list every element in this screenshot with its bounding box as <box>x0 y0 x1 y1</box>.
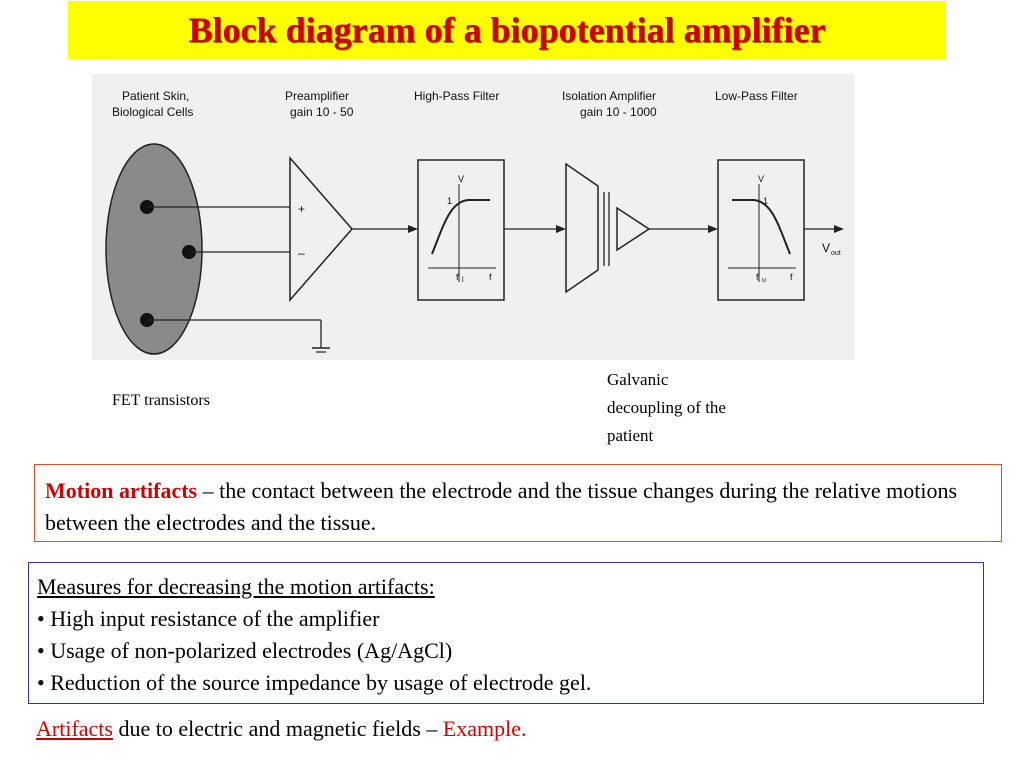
hpf-one-label: 1 <box>447 196 453 206</box>
page-title: Block diagram of a biopotential amplifier <box>188 10 826 50</box>
footer-line <box>36 716 527 742</box>
example-link[interactable]: Example. <box>442 716 527 741</box>
lpf-v-label: V <box>758 174 765 184</box>
galvanic-note: Galvanic decoupling of the patient <box>607 370 726 445</box>
plus-sign: + <box>298 202 306 216</box>
measures-heading: Measures for decreasing the motion artifacts: <box>37 574 435 599</box>
measure-item: • High input resistance of the amplifier <box>37 606 380 631</box>
fet-note: FET transistors <box>112 392 210 409</box>
title-banner <box>68 1 946 59</box>
hpf-fl-label: f <box>456 272 459 282</box>
lpf-fu-label: f <box>756 272 759 282</box>
lpf-f-label: f <box>790 272 793 282</box>
motion-artifacts-term: Motion artifacts <box>45 478 198 503</box>
label-hpf: High-Pass Filter <box>414 89 500 103</box>
lpf-one-label: 1 <box>763 196 769 206</box>
hpf-fl-sub: l <box>462 277 464 284</box>
label-patient-2: Biological Cells <box>112 105 194 119</box>
lpf-fu-sub: u <box>762 277 766 284</box>
preamplifier-triangle <box>290 158 352 300</box>
label-preamp-2: gain 10 - 50 <box>290 105 354 119</box>
isolation-amplifier-output <box>617 208 649 250</box>
measure-item: • Usage of non-polarized electrodes (Ag/AgCl) <box>37 638 453 663</box>
block-diagram <box>92 74 854 360</box>
minus-sign: – <box>298 246 305 260</box>
isolation-amplifier-input <box>566 164 598 292</box>
label-iso-2: gain 10 - 1000 <box>580 105 657 119</box>
measures-box <box>28 562 984 704</box>
block-diagram-svg <box>92 74 854 360</box>
footer-text: due to electric and magnetic fields – <box>112 716 443 741</box>
label-iso-1: Isolation Amplifier <box>562 89 657 103</box>
hpf-v-label: V <box>458 174 465 184</box>
label-lpf: Low-Pass Filter <box>715 89 798 103</box>
measure-item: • Reduction of the source impedance by usage of electrode gel. <box>37 670 592 695</box>
motion-artifacts-text: – the contact between the electrode and the tissue changes during the relative motions between the electrodes and the tissue. <box>45 478 958 535</box>
label-preamp-1: Preamplifier <box>285 89 350 103</box>
artifacts-link[interactable]: Artifacts <box>36 716 113 741</box>
vout-label: V <box>822 241 831 255</box>
label-patient-1: Patient Skin, <box>122 89 190 103</box>
motion-artifacts-box <box>34 464 1002 542</box>
vout-sub: out <box>831 250 841 257</box>
hpf-f-label: f <box>489 272 492 282</box>
